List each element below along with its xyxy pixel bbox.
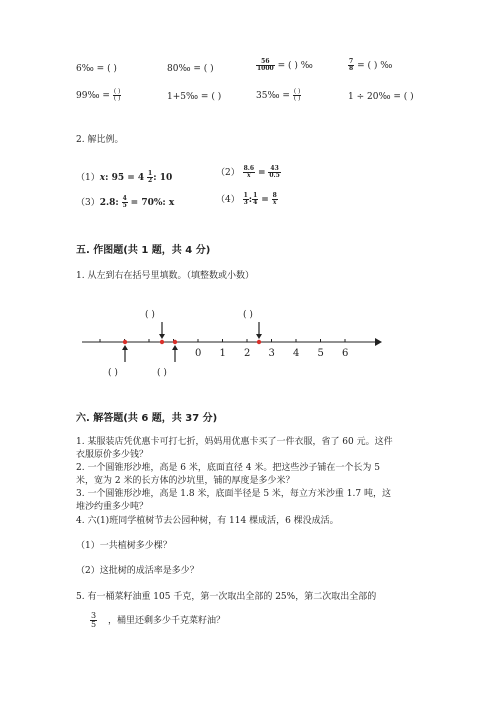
fraction: $\frac{1}{3}$ bbox=[243, 192, 248, 206]
down-arrow-head bbox=[159, 334, 165, 339]
question-text: 米，宽为 2 米的长方体的沙坑里，铺的厚度是多少米？ bbox=[76, 476, 295, 486]
number-line bbox=[0, 300, 500, 385]
calc-item-6: 1+5‰ = ( ) bbox=[167, 92, 222, 102]
fraction: $\frac{3}{5}$ bbox=[91, 611, 97, 629]
question-text: 2. 一个圆锥形沙堆，高是 6 米，底面直径 4 米。把这些沙子铺在一个长为 5 bbox=[76, 463, 380, 473]
question-text: $\frac{3}{5}$ ，桶里还剩多少千克菜籽油？ bbox=[91, 611, 225, 629]
section-heading: 五. 作图题(共 1 题，共 4 分) bbox=[76, 245, 211, 256]
fraction: $\frac{( )}{( )}$ bbox=[113, 88, 121, 102]
question-text: 4. 六(1)班同学植树节去公园种树，有 114 棵成活，6 棵没成活。 bbox=[76, 516, 339, 526]
answer-bracket-bottom: ( ) bbox=[157, 368, 167, 378]
question-text: 衣服原价多少钱？ bbox=[76, 450, 149, 460]
axis-arrow bbox=[375, 338, 382, 346]
calc-item-3: $\frac{56}{1000}$ = ( ) ‰ bbox=[257, 58, 313, 72]
up-arrow-head bbox=[172, 345, 178, 350]
tick-label: 6 bbox=[342, 348, 349, 359]
down-arrow-head bbox=[256, 334, 262, 339]
calc-item-5: 99‰ = $\frac{( )}{( )}$ bbox=[76, 88, 121, 102]
fraction: $\frac{( )}{( )}$ bbox=[293, 88, 301, 102]
tick-label: 4 bbox=[293, 348, 300, 359]
fraction: $\frac{1}{2}$ bbox=[148, 170, 153, 184]
proportion-1: （1）x: 95 = 4 $\frac{1}{2}$ : 10 bbox=[76, 170, 173, 184]
fraction: $\frac{56}{1000}$ bbox=[257, 58, 274, 72]
question-text: 1. 某服装店凭优惠卡可打七折，妈妈用优惠卡买了一件衣服，省了 60 元。这件 bbox=[76, 437, 393, 447]
fraction: $\frac{43}{0.5}$ bbox=[269, 165, 280, 179]
question-text: 堆沙约重多少吨？ bbox=[76, 502, 149, 512]
fraction: $\frac{4}{5}$ bbox=[122, 195, 127, 209]
tick-label: 0 bbox=[195, 348, 202, 359]
red-point bbox=[160, 340, 164, 344]
up-arrow-head bbox=[122, 345, 128, 350]
tick-label: 2 bbox=[244, 348, 251, 359]
fraction: $\frac{1}{4}$ bbox=[253, 192, 258, 206]
question-text: 3. 一个圆锥形沙堆，高是 1.8 米，底面半径是 5 米，每立方米沙重 1.7 吨，这 bbox=[76, 489, 391, 499]
answer-bracket-bottom: ( ) bbox=[108, 368, 118, 378]
proportion-2: （2） $\frac{8.6}{x}$ = $\frac{43}{0.5}$ bbox=[216, 165, 280, 179]
fraction: $\frac{8}{x}$ bbox=[272, 192, 277, 206]
tick-label: 3 bbox=[268, 348, 275, 359]
proportion-3: （3）2.8: $\frac{4}{5}$ = 70%: x bbox=[76, 195, 175, 209]
question-text: （2）这批树的成活率是多少？ bbox=[76, 566, 199, 576]
question-text: （1）一共植树多少棵？ bbox=[76, 541, 172, 551]
section-heading: 六. 解答题(共 6 题，共 37 分) bbox=[76, 413, 218, 424]
calc-item-8: 1 ÷ 20‰ = ( ) bbox=[348, 92, 414, 102]
question-text: 5. 有一桶菜籽油重 105 千克，第一次取出全部的 25%，第二次取出全部的 bbox=[76, 592, 377, 602]
fraction: $\frac{7}{8}$ bbox=[349, 58, 354, 72]
calc-item-1: 6‰ = ( ) bbox=[76, 64, 117, 74]
tick-label: 5 bbox=[317, 348, 324, 359]
red-point bbox=[123, 340, 127, 344]
proportion-4: （4） $\frac{1}{3}$ : $\frac{1}{4}$ = $\frac{8}{x}$ bbox=[216, 192, 277, 206]
question-text: 1. 从左到右在括号里填数。（填整数或小数） bbox=[76, 271, 254, 281]
calc-item-7: 35‰ = $\frac{( )}{( )}$ bbox=[256, 88, 301, 102]
tick-label: 1 bbox=[219, 348, 226, 359]
red-point bbox=[173, 340, 177, 344]
section-title: 2. 解比例。 bbox=[76, 135, 124, 145]
red-point bbox=[257, 340, 261, 344]
answer-bracket-top: ( ) bbox=[243, 310, 253, 320]
answer-bracket-top: ( ) bbox=[145, 310, 155, 320]
fraction: $\frac{8.6}{x}$ bbox=[243, 165, 255, 179]
calc-item-2: 80‰ = ( ) bbox=[167, 64, 214, 74]
calc-item-4: $\frac{7}{8}$ = ( ) ‰ bbox=[349, 58, 393, 72]
tick-labels bbox=[195, 348, 348, 359]
